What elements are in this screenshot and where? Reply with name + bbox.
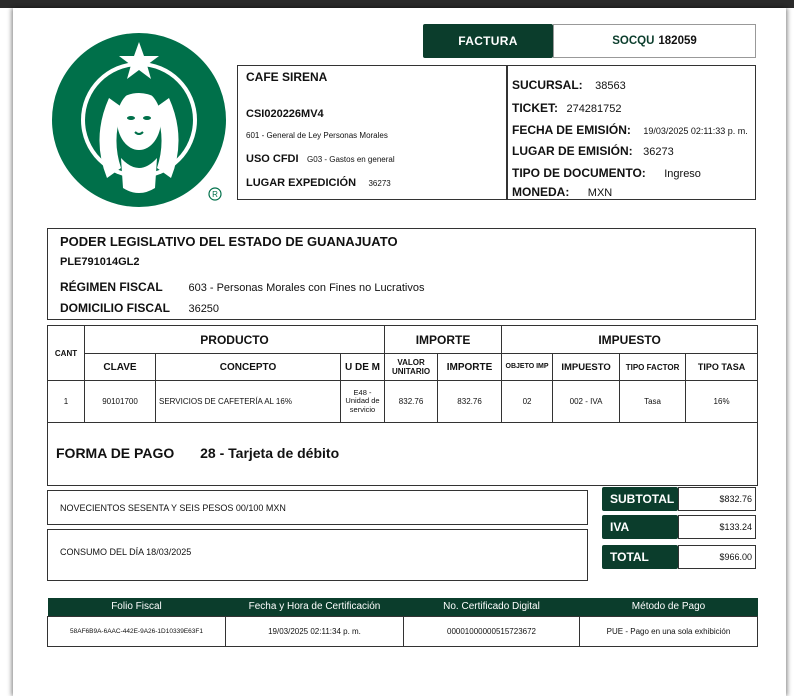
uso-cfdi-label: USO CFDI: [246, 153, 299, 165]
siren-logo: [51, 28, 241, 218]
ticket-label: TICKET:: [512, 101, 558, 115]
lugar-emision-row: [512, 142, 674, 160]
factura-tab: FACTURA: [423, 24, 553, 58]
tipo-documento-value: Ingreso: [664, 168, 701, 180]
uso-cfdi-value: G03 - Gastos en general: [307, 155, 395, 164]
items-table: [47, 325, 758, 423]
emisor-name: CAFE SIRENA: [246, 70, 328, 84]
total-label: TOTAL: [602, 545, 678, 569]
cell-metodo-pago: PUE - Pago en una sola exhibición: [580, 616, 758, 646]
domicilio-fiscal-label: DOMICILIO FISCAL: [60, 301, 170, 315]
col-metodo-pago: Método de Pago: [580, 598, 758, 616]
col-valor-unitario: VALOR UNITARIO: [385, 354, 438, 381]
consumo-text: CONSUMO DEL DÍA 18/03/2025: [60, 547, 192, 557]
lugar-emision-value: 36273: [643, 146, 674, 158]
viewer-top-bar: [0, 0, 794, 8]
col-clave: CLAVE: [85, 354, 156, 381]
folio-box: [553, 24, 756, 58]
lugar-emision-label: LUGAR DE EMISIÓN:: [512, 144, 633, 158]
cell-concepto: SERVICIOS DE CAFETERÍA AL 16%: [156, 381, 341, 423]
col-udem: U DE M: [341, 354, 385, 381]
col-cant: CANT: [48, 326, 85, 381]
sucursal-label: SUCURSAL:: [512, 78, 583, 92]
cell-certificado-digital: 00001000000515723672: [404, 616, 580, 646]
emisor-box: [237, 65, 507, 200]
forma-pago-value: 28 - Tarjeta de débito: [200, 445, 340, 461]
cell-objeto-imp: 02: [502, 381, 553, 423]
col-importe: IMPORTE: [438, 354, 502, 381]
group-producto: PRODUCTO: [85, 326, 385, 354]
regimen-fiscal-value: 603 - Personas Morales con Fines no Lucrativos: [188, 282, 425, 294]
importe-letra: NOVECIENTOS SESENTA Y SEIS PESOS 00/100 MXN: [60, 503, 286, 513]
cell-cant: 1: [48, 381, 85, 423]
col-fecha-certificacion: Fecha y Hora de Certificación: [226, 598, 404, 616]
fecha-emision-row: [512, 121, 748, 139]
lugar-expedicion-value: 36273: [368, 179, 391, 188]
regimen-fiscal-label: RÉGIMEN FISCAL: [60, 280, 163, 294]
col-concepto: CONCEPTO: [156, 354, 341, 381]
emisor-regimen: 601 - General de Ley Personas Morales: [246, 131, 388, 140]
cell-importe: 832.76: [438, 381, 502, 423]
col-certificado-digital: No. Certificado Digital: [404, 598, 580, 616]
col-tipo-factor: TIPO FACTOR: [620, 354, 686, 381]
iva-label: IVA: [602, 515, 678, 539]
lugar-expedicion-row: [246, 173, 391, 191]
cell-folio-fiscal: 58AF6B9A-6AAC-442E-9A26-1D10339E63F1: [48, 616, 226, 646]
receptor-name: PODER LEGISLATIVO DEL ESTADO DE GUANAJUATO: [60, 234, 398, 249]
table-row: [48, 616, 758, 646]
domicilio-fiscal-value: 36250: [188, 303, 220, 315]
moneda-value: MXN: [587, 187, 613, 199]
col-folio-fiscal: Folio Fiscal: [48, 598, 226, 616]
forma-pago-row: [56, 445, 339, 461]
forma-pago-box: [47, 422, 758, 486]
folio-number: 182059: [658, 35, 697, 47]
total-value: $966.00: [678, 545, 756, 569]
col-impuesto: IMPUESTO: [553, 354, 620, 381]
domicilio-fiscal-row: [60, 299, 219, 317]
tipo-documento-label: TIPO DE DOCUMENTO:: [512, 166, 646, 180]
iva-value: $133.24: [678, 515, 756, 539]
col-tipo-tasa: TIPO TASA: [686, 354, 758, 381]
cell-udem: E48 - Unidad de servicio: [341, 381, 385, 423]
svg-text:R: R: [212, 190, 218, 199]
forma-pago-label: FORMA DE PAGO: [56, 445, 175, 461]
receptor-rfc: PLE791014GL2: [60, 256, 140, 268]
subtotal-value: $832.76: [678, 487, 756, 511]
regimen-fiscal-row: [60, 278, 424, 296]
serie-text: SOCQU: [612, 35, 655, 47]
lugar-expedicion-label: LUGAR EXPEDICIÓN: [246, 177, 357, 189]
emisor-rfc: CSI020226MV4: [246, 108, 324, 120]
consumo-box: [47, 529, 588, 581]
sucursal-row: [512, 76, 626, 94]
cell-tipo-tasa: 16%: [686, 381, 758, 423]
invoice-page: [13, 8, 786, 696]
moneda-row: [512, 183, 612, 201]
table-row: [48, 381, 758, 423]
ticket-row: [512, 99, 622, 117]
group-impuesto: IMPUESTO: [502, 326, 758, 354]
cell-impuesto: 002 - IVA: [553, 381, 620, 423]
importe-letra-box: [47, 490, 588, 525]
cell-fecha-certificacion: 19/03/2025 02:11:34 p. m.: [226, 616, 404, 646]
group-importe: IMPORTE: [385, 326, 502, 354]
sucursal-value: 38563: [595, 80, 626, 92]
ticket-value: 274281752: [566, 103, 622, 115]
cell-clave: 90101700: [85, 381, 156, 423]
col-objeto-imp: OBJETO IMP: [502, 354, 553, 381]
tipo-documento-row: [512, 164, 701, 182]
moneda-label: MONEDA:: [512, 185, 570, 199]
receptor-box: [47, 228, 756, 320]
cell-valor-unitario: 832.76: [385, 381, 438, 423]
fecha-emision-label: FECHA DE EMISIÓN:: [512, 123, 631, 137]
certificacion-table: [47, 598, 758, 647]
subtotal-label: SUBTOTAL: [602, 487, 678, 511]
info-box: [507, 65, 756, 200]
cell-tipo-factor: Tasa: [620, 381, 686, 423]
fecha-emision-value: 19/03/2025 02:11:33 p. m.: [643, 126, 748, 136]
uso-cfdi-row: [246, 149, 395, 167]
